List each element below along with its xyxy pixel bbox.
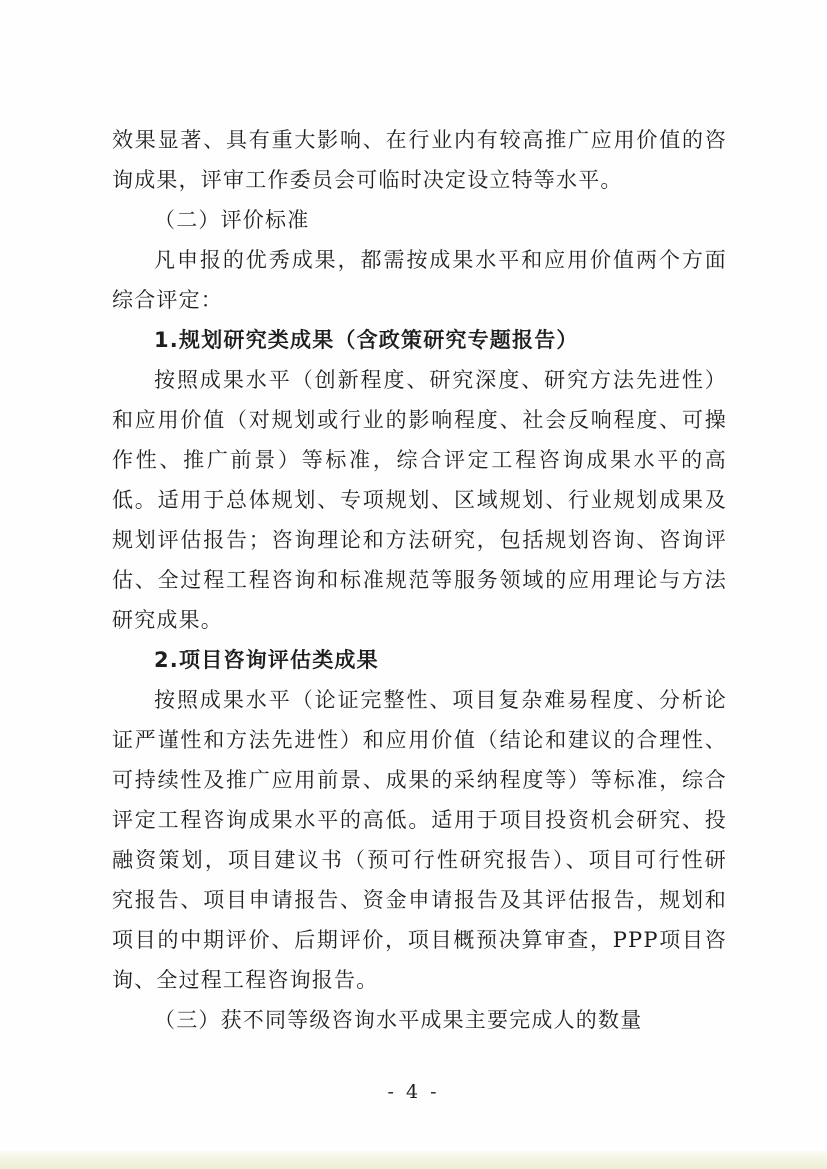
paragraph-line-22: 询、全过程工程咨询报告。	[112, 968, 379, 992]
paragraph-line-18: 评定工程咨询成果水平的高低。适用于项目投资机会研究、投	[112, 808, 727, 832]
paragraph-line-12: 估、全过程工程咨询和标准规范等服务领域的应用理论与方法	[112, 568, 727, 592]
section-heading-evaluation-criteria: （二）评价标准	[154, 208, 310, 232]
subheading-project-consulting-results: 2.项目咨询评估类成果	[154, 648, 379, 672]
scan-edge-band	[0, 1151, 827, 1169]
paragraph-line-09: 作性、推广前景）等标准，综合评定工程咨询成果水平的高	[112, 448, 727, 472]
paragraph-line-20: 究报告、项目申请报告、资金申请报告及其评估报告，规划和	[112, 888, 727, 912]
paragraph-line-01: 效果显著、具有重大影响、在行业内有较高推广应用价值的咨	[112, 128, 727, 152]
paragraph-line-07: 按照成果水平（创新程度、研究深度、研究方法先进性）	[154, 368, 727, 392]
paragraph-line-19: 融资策划，项目建议书（预可行性研究报告）、项目可行性研	[112, 848, 727, 872]
page-number: - 4 -	[387, 1081, 440, 1103]
paragraph-line-02: 询成果，评审工作委员会可临时决定设立特等水平。	[112, 168, 623, 192]
paragraph-line-17: 可持续性及推广应用前景、成果的采纳程度等）等标准，综合	[112, 768, 727, 792]
paragraph-line-21: 项目的中期评价、后期评价，项目概预决算审查，PPP项目咨	[112, 928, 727, 952]
paragraph-line-13: 研究成果。	[112, 608, 223, 632]
paragraph-line-16: 证严谨性和方法先进性）和应用价值（结论和建议的合理性、	[112, 728, 727, 752]
paragraph-line-05: 综合评定：	[112, 288, 223, 312]
subheading-planning-research-results: 1.规划研究类成果（含政策研究专题报告）	[154, 328, 579, 352]
paragraph-line-15: 按照成果水平（论证完整性、项目复杂难易程度、分析论	[154, 688, 727, 712]
section-heading-completer-quantity: （三）获不同等级咨询水平成果主要完成人的数量	[154, 1008, 643, 1032]
document-body	[112, 120, 727, 1040]
paragraph-line-04: 凡申报的优秀成果，都需按成果水平和应用价值两个方面	[154, 248, 727, 272]
paragraph-line-10: 低。适用于总体规划、专项规划、区域规划、行业规划成果及	[112, 488, 727, 512]
paragraph-line-11: 规划评估报告；咨询理论和方法研究，包括规划咨询、咨询评	[112, 528, 727, 552]
paragraph-line-08: 和应用价值（对规划或行业的影响程度、社会反响程度、可操	[112, 408, 727, 432]
